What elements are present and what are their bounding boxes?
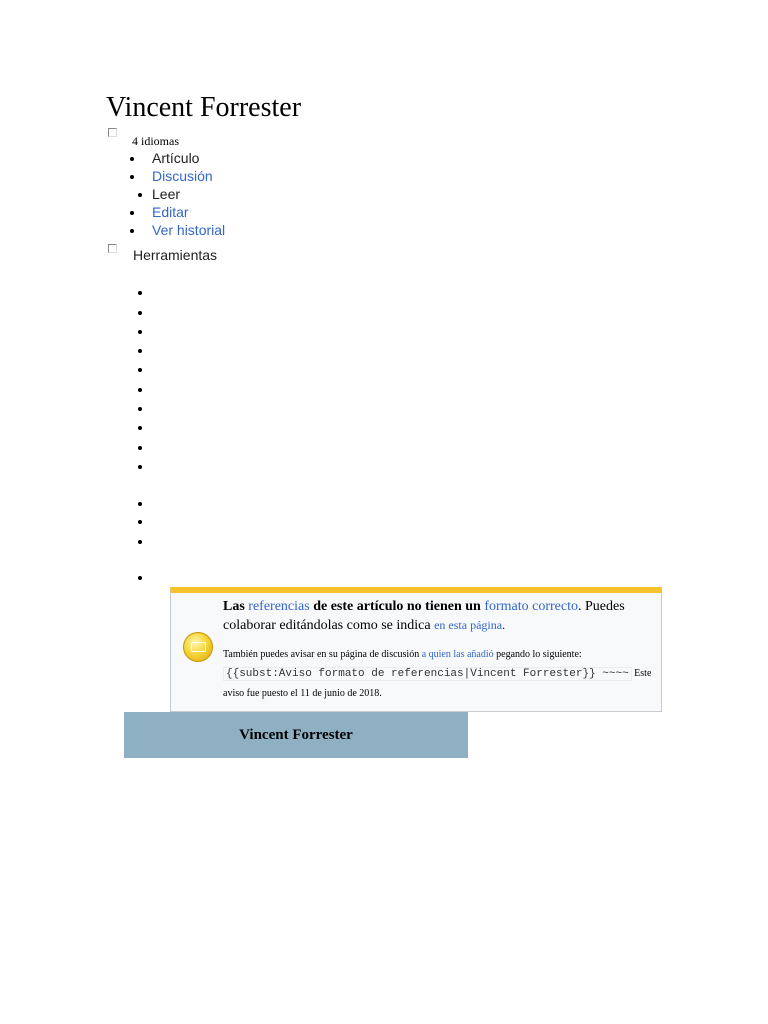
formato-correcto-link[interactable]: formato correcto: [484, 599, 578, 614]
tab-edit[interactable]: [130, 203, 225, 221]
quien-las-anadio-link[interactable]: a quien las añadió: [421, 649, 494, 660]
esta-pagina-link[interactable]: en esta página: [434, 618, 503, 632]
tab-history[interactable]: [130, 221, 225, 239]
tools-list-item: [138, 388, 142, 392]
tab-read[interactable]: [130, 185, 225, 203]
tools-list-item: [138, 407, 142, 411]
tools-list-item: [138, 540, 142, 544]
book-notice-icon: [183, 632, 213, 662]
notice-text-puedes: . Puedes colaborar editándolas como se indica: [223, 599, 625, 633]
notice-main-text: [223, 598, 655, 635]
notice-text-mid: de este artículo no tienen un: [313, 599, 481, 614]
tab-article-label: Artículo: [152, 150, 200, 166]
infobox-header: Vincent Forrester: [124, 712, 468, 758]
notice-sub-text-2: pegando lo siguiente:: [496, 649, 582, 660]
tab-discussion-label[interactable]: Discusión: [152, 168, 213, 184]
tools-list-item: [138, 368, 142, 372]
tools-list-item: [138, 576, 142, 580]
tools-list-item: [138, 349, 142, 353]
page-actions-nav: [130, 149, 225, 239]
notice-date-text: Este aviso fue puesto el 11 de junio de 2018.: [223, 668, 652, 699]
tab-history-label[interactable]: Ver historial: [152, 222, 226, 238]
tools-label[interactable]: Herramientas: [133, 247, 218, 263]
tab-article[interactable]: [130, 149, 225, 167]
template-code: {{subst:Aviso formato de referencias|Vincent Forrester}} ~~~~: [223, 667, 632, 681]
tools-list-item: [138, 520, 142, 524]
tools-toggle-checkbox[interactable]: [108, 244, 117, 253]
tab-edit-label[interactable]: Editar: [152, 204, 189, 220]
tools-list-item: [138, 446, 142, 450]
referencias-link[interactable]: referencias: [248, 599, 310, 614]
languages-toggle-checkbox[interactable]: [108, 128, 117, 137]
page-title: Vincent Forrester: [106, 92, 302, 123]
tools-list-item: [138, 311, 142, 315]
tools-list-item: [138, 291, 142, 295]
notice-text-las: Las: [223, 599, 245, 614]
references-format-notice: [170, 587, 662, 712]
tools-list-item: [138, 502, 142, 506]
languages-label[interactable]: 4 idiomas: [132, 134, 179, 148]
notice-sub-text: [223, 645, 655, 703]
tools-list-item: [138, 330, 142, 334]
notice-period: .: [502, 618, 506, 632]
tab-read-label: Leer: [152, 186, 181, 202]
tools-list-item: [138, 465, 142, 469]
tools-list-item: [138, 426, 142, 430]
tab-discussion[interactable]: [130, 167, 225, 185]
notice-sub-text-1: También puedes avisar en su página de discusión: [223, 649, 420, 660]
